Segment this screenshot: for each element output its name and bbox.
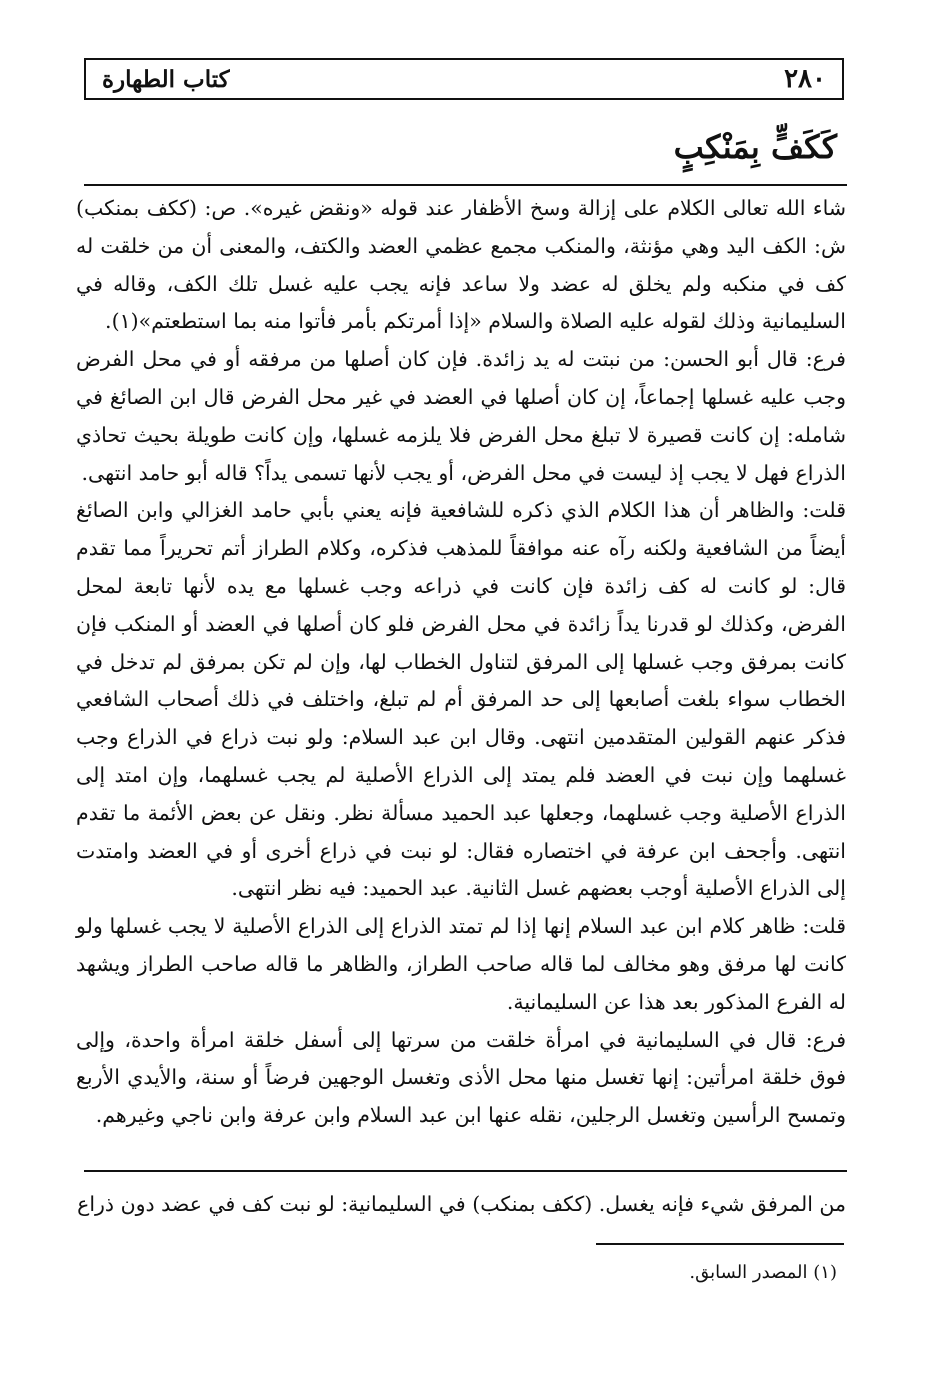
book-title: كتاب الطهارة — [102, 65, 230, 93]
top-divider — [84, 184, 847, 186]
page-number: ٢٨٠ — [784, 64, 826, 94]
paragraph: قلت: والظاهر أن هذا الكلام الذي ذكره للشافعية فإنه يعني بأبي حامد الغزالي وابن الصائغ أيضاً من الشافعية ولكنه رآه عنه موافقاً للمذهب فذكره، وكلام الطراز أتم تحريراً مما تقدم قال: لو كانت له كف زائدة فإن كانت في ذراعه وجب غسلها مع يده لأنها تابعة لمحل الفرض، وكذلك لو قدرنا يداً زائدة في محل الفرض فلو كان أصلها في العضد أو المنكب فإن كانت بمرفق وجب غسلها إلى المرفق لتناول الخطاب لها، وإن لم تكن بمرفق لم تدخل في الخطاب سواء بلغت أصابعها إلى حد المرفق أم لم تبلغ، واختلف في ذلك أصحاب الشافعي فذكر عنهم القولين المتقدمين انتهى. وقال ابن عبد السلام: ولو نبت ذراع في الذراع وجب غسلهما وإن نبت في العضد فلم يمتد إلى الذراع الأصلية لم يجب غسلهما، وإن امتد إلى الذراع الأصلية وجب غسلهما، وجعلها عبد الحميد مسألة نظر. ونقل عن بعض الأئمة ما تقدم انتهى. وأجحف ابن عرفة في اختصاره فقال: لو نبت في ذراع أخرى أو في العضد وامتدت إلى الذراع الأصلية أوجب بعضهم غسل الثانية. عبد الحميد: فيه نظر انتهى. — [76, 498, 846, 901]
matn-heading: كَكَفٍّ بِمَنْكِبٍ — [673, 128, 837, 166]
paragraph: فرع: قال في السليمانية في امرأة خلقت من سرتها إلى أسفل خلقة امرأة واحدة، وإلى فوق خلقة امرأتين: إنها تغسل منها محل الأذى وتغسل الوجهين فرضاً أو سنة، والأيدي الأربع وتمسح الرأسين وتغسل الرجلين، نقله عنها ابن عبد السلام وابن عرفة وابن ناجي وغيرهم. — [76, 1027, 846, 1128]
bottom-divider — [84, 1170, 847, 1172]
paragraph: شاء الله تعالى الكلام على إزالة وسخ الأظفار عند قوله «ونقض غيره». ص: (ككف بمنكب) ش: الكف اليد وهي مؤنثة، والمنكب مجمع عظمي العضد والكتف، والمعنى أن من خلقت له كف في منكبه ولم يخلق له عضد ولا ساعد فإنه يجب عليه غسل تلك الكف، وقاله في السليمانية وذلك لقوله عليه الصلاة والسلام «إذا أمرتكم بأمر فأتوا منه بما استطعتم»(١). — [76, 196, 846, 334]
footnote-divider — [596, 1243, 844, 1245]
footnote: (١) المصدر السابق. — [689, 1262, 837, 1283]
paragraph: قلت: ظاهر كلام ابن عبد السلام إنها إذا لم تمتد الذراع إلى الذراع الأصلية لا يجب غسلها ولو كانت لها مرفق وهو مخالف لما قاله صاحب الطراز، والظاهر ما قاله صاحب الطراز ويشهد له الفرع المذكور بعد هذا عن السليمانية. — [76, 914, 846, 1014]
paragraph: فرع: قال أبو الحسن: من نبتت له يد زائدة. فإن كان أصلها من مرفقه أو في محل الفرض وجب عليه غسلها إجماعاً، إن كان أصلها في العضد في غير محل الفرض قال ابن الصائغ في شامله: إن كانت قصيرة لا تبلغ محل الفرض فلا يلزمه غسلها، وإن كانت طويلة بحيث تحاذي الذراع فهل لا يجب إذ ليست في محل الفرض، أو يجب لأنها تسمى يداً؟ قاله أبو حامد انتهى. — [76, 347, 846, 485]
running-header — [84, 58, 844, 100]
commentary-text — [76, 190, 846, 1135]
lower-margin-text: من المرفق شيء فإنه يغسل. (ككف بمنكب) في السليمانية: لو نبت كف في عضد دون ذراع — [77, 1192, 846, 1216]
